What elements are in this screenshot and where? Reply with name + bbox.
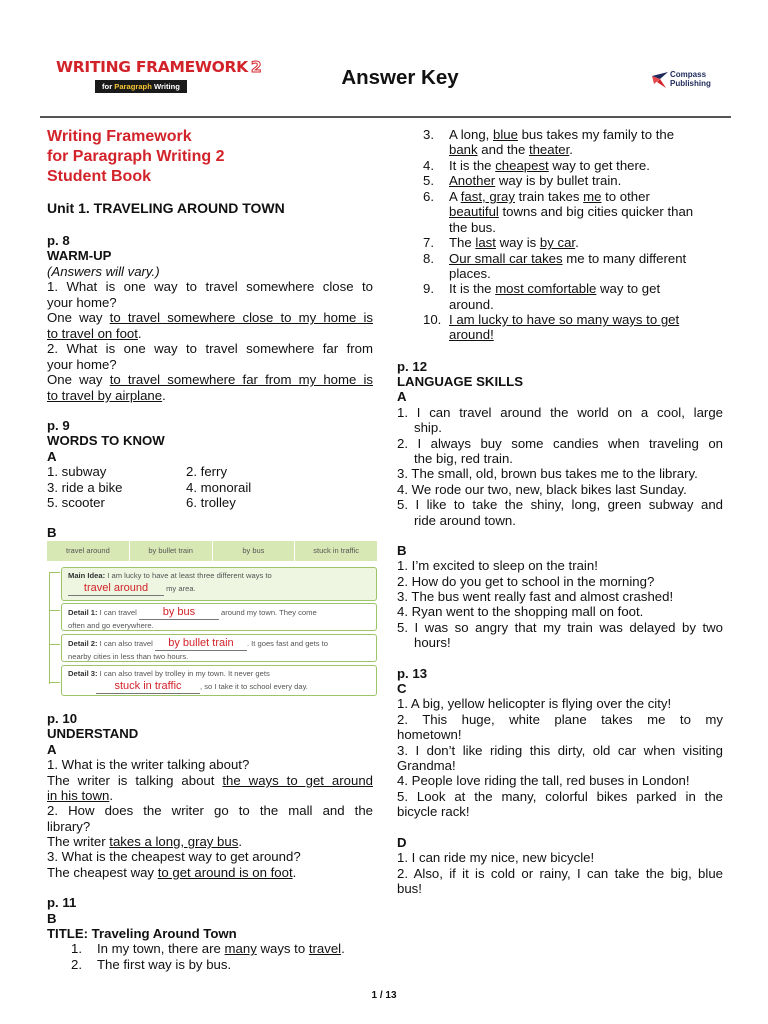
s5-underline: Another xyxy=(449,173,496,188)
word-bank-item: stuck in traffic xyxy=(313,546,359,555)
detail-3-label: Detail 3: xyxy=(68,669,98,678)
p13-d-item-1: 1. I can ride my nice, new bicycle! xyxy=(397,850,595,865)
s4-part-a: It is the xyxy=(449,158,496,173)
logo-sub-pre: for xyxy=(102,82,115,91)
s6-underline-3: beautiful xyxy=(449,204,499,219)
p8-answer-2-underline-2: to travel by airplane xyxy=(47,388,163,403)
logo-subtitle xyxy=(95,80,187,93)
word-bank-item: travel around xyxy=(47,541,130,561)
p10-answer-1a xyxy=(47,773,373,788)
main-idea-label: Main Idea: xyxy=(68,571,106,580)
p13-c-item-2b: hometown! xyxy=(397,727,462,742)
detail-1-label: Detail 1: xyxy=(68,608,98,617)
p9-part-b: B xyxy=(47,525,57,540)
detail-2-label: Detail 2: xyxy=(68,639,98,648)
page-number: 1 / 13 xyxy=(371,990,397,1001)
p8-question-2a: 2. What is one way to travel somewhere far from xyxy=(47,341,373,356)
logo-sub-post: Writing xyxy=(151,82,180,91)
p12-a-item-2b: the big, red train. xyxy=(414,451,513,466)
organizer-bracket xyxy=(49,572,59,684)
s7-underline-1: last xyxy=(475,235,496,250)
p8-answer-1b xyxy=(47,326,373,341)
s9-underline: most comfortable xyxy=(495,281,597,296)
word-bank-item: by bus xyxy=(213,541,296,561)
brand-logo xyxy=(56,60,261,75)
p10-answer-2-pre: The writer xyxy=(47,834,110,849)
p12-b-item-5: 5. I was so angry that my train was delayed by two xyxy=(397,620,723,635)
p12-b-item-2: 2. How do you get to school in the morning? xyxy=(397,574,655,589)
publisher-name-1: Compass xyxy=(670,70,707,79)
sentence-number: 10. xyxy=(423,312,442,327)
p12-part-b: B xyxy=(397,543,407,558)
s1-underline-2: travel xyxy=(308,941,342,956)
detail-1-pre: I can travel xyxy=(97,608,139,617)
logo-sub-mid: Paragraph xyxy=(114,82,152,91)
sentence-number: 7. xyxy=(423,235,434,250)
book-title-line-1: Writing Framework xyxy=(47,128,192,145)
p10-section-heading: UNDERSTAND xyxy=(47,726,139,741)
detail-3-text: I can also travel by trolley in my town. It never gets xyxy=(97,669,270,678)
p8-answer-2a xyxy=(47,372,373,387)
s3-part-d: . xyxy=(569,142,573,157)
p8-answer-1a xyxy=(47,310,373,325)
graphic-organizer xyxy=(47,541,377,696)
p12-a-item-5: 5. I like to take the shiny, long, green subway and xyxy=(397,497,723,512)
p10-answer-3-pre: The cheapest way xyxy=(47,865,158,880)
word-bank xyxy=(47,541,377,561)
p10-answer-1-pre: The writer is talking about xyxy=(47,773,223,788)
p8-question-2b: your home? xyxy=(47,357,117,372)
main-idea-answer: travel around xyxy=(83,582,149,594)
word-item: 6. trolley xyxy=(186,495,236,510)
p13-c-item-2: 2. This huge, white plane takes me to my xyxy=(397,712,723,727)
p8-page-label: p. 8 xyxy=(47,233,70,248)
p10-answer-2 xyxy=(47,834,373,849)
p8-answer-1-pre: One way xyxy=(47,310,110,325)
main-idea-box xyxy=(61,567,377,601)
main-idea-end: my area. xyxy=(164,584,196,593)
p10-question-1: 1. What is the writer talking about? xyxy=(47,757,250,772)
p12-a-item-3: 3. The small, old, brown bus takes me to the library. xyxy=(397,466,698,481)
p9-part-a: A xyxy=(47,449,57,464)
p13-c-item-5: 5. Look at the many, colorful bikes parked in the xyxy=(397,789,723,804)
detail-2-box xyxy=(61,634,377,662)
p10-answer-2-underline: takes a long, gray bus xyxy=(109,834,239,849)
detail-2-pre: I can also travel xyxy=(97,639,155,648)
p12-page-label: p. 12 xyxy=(397,359,428,374)
p11-part-b: B xyxy=(47,911,57,926)
p10-answer-3-post: . xyxy=(292,865,297,880)
book-title-line-3: Student Book xyxy=(47,168,151,185)
p13-c-item-1: 1. A big, yellow helicopter is flying over the city! xyxy=(397,696,672,711)
p12-a-item-1b: ship. xyxy=(414,420,442,435)
s6-underline-2: me xyxy=(583,189,602,204)
detail-3-post: , so I take it to school every day. xyxy=(200,682,308,691)
header-divider xyxy=(40,116,731,118)
sentence-number: 9. xyxy=(423,281,434,296)
p12-part-a: A xyxy=(397,389,407,404)
s9-part-a: It is the xyxy=(449,281,496,296)
s1-part-b: ways to xyxy=(256,941,309,956)
sentence-number: 1. xyxy=(71,941,82,956)
p13-page-label: p. 13 xyxy=(397,666,428,681)
p10-answer-3-underline: to get around is on foot xyxy=(157,865,293,880)
detail-1-answer: by bus xyxy=(162,606,196,618)
detail-1-post: around my town. They come xyxy=(218,608,317,617)
p12-a-item-2: 2. I always buy some candies when traveling on xyxy=(397,436,723,451)
s6-part-c: to other xyxy=(601,189,650,204)
p8-answer-2-pre: One way xyxy=(47,372,110,387)
p10-part-a: A xyxy=(47,742,57,757)
s10-underline-1: I am lucky to have so many ways to get xyxy=(449,312,680,327)
s7-part-a: The xyxy=(449,235,476,250)
p10-answer-1b xyxy=(47,788,373,803)
s1-underline-1: many xyxy=(224,941,257,956)
p10-question-3: 3. What is the cheapest way to get around? xyxy=(47,849,301,864)
detail-2-answer: by bullet train xyxy=(168,637,234,649)
s8-part-b: me to many different xyxy=(562,251,687,266)
s10-underline-2: around! xyxy=(449,327,494,342)
p10-question-2a: 2. How does the writer go to the mall and the xyxy=(47,803,373,818)
p10-answer-1-underline-2: in his town xyxy=(47,788,110,803)
p9-page-label: p. 9 xyxy=(47,418,70,433)
s8-part-c: places. xyxy=(449,266,491,281)
detail-1-box xyxy=(61,603,377,631)
p13-d-item-2: 2. Also, if it is cold or rainy, I can take the big, blue xyxy=(397,866,723,881)
p10-answer-1-post: . xyxy=(109,788,113,803)
s2-text: The first way is by bus. xyxy=(97,957,232,972)
p13-part-d: D xyxy=(397,835,407,850)
s6-part-d: towns and big cities quicker than xyxy=(498,204,694,219)
sentence-number: 2. xyxy=(71,957,82,972)
p9-section-heading: WORDS TO KNOW xyxy=(47,433,165,448)
p10-answer-2-post: . xyxy=(238,834,242,849)
p8-answer-1-underline-2: to travel on foot xyxy=(47,326,138,341)
s3-part-a: A long, xyxy=(449,127,493,142)
p8-answer-2-post: . xyxy=(162,388,166,403)
sentence-number: 4. xyxy=(423,158,434,173)
page-header xyxy=(0,0,768,120)
sentence-number: 3. xyxy=(423,127,434,142)
p13-part-c: C xyxy=(397,681,407,696)
p8-question-1b: your home? xyxy=(47,295,117,310)
s6-part-a: A xyxy=(449,189,461,204)
document-title: Answer Key xyxy=(341,66,459,89)
word-item: 2. ferry xyxy=(186,464,228,479)
s7-underline-2: by car xyxy=(539,235,576,250)
p8-answer-1-underline: to travel somewhere close to my home is xyxy=(109,310,373,325)
publisher-name-2: Publishing xyxy=(670,79,711,88)
p8-answer-2-underline: to travel somewhere far from my home is xyxy=(109,372,373,387)
sentence-number: 5. xyxy=(423,173,434,188)
s5-part-b: way is by bullet train. xyxy=(495,173,622,188)
word-bank-item: by bullet train xyxy=(130,541,213,561)
s4-part-b: way to get there. xyxy=(548,158,650,173)
detail-2-post: . It goes fast and gets to xyxy=(246,639,329,648)
s8-underline: Our small car takes xyxy=(449,251,563,266)
p12-b-item-1: 1. I’m excited to sleep on the train! xyxy=(397,558,598,573)
p13-c-item-3: 3. I don’t like riding this dirty, old car when visiting xyxy=(397,743,723,758)
p12-b-item-3: 3. The bus went really fast and almost crashed! xyxy=(397,589,674,604)
p8-section-heading: WARM-UP xyxy=(47,248,112,263)
s3-underline-2: bank xyxy=(449,142,478,157)
detail-3-box xyxy=(61,665,377,696)
s3-underline-1: blue xyxy=(493,127,518,142)
unit-heading: Unit 1. TRAVELING AROUND TOWN xyxy=(47,200,285,216)
s6-part-e: the bus. xyxy=(449,220,496,235)
p10-page-label: p. 10 xyxy=(47,711,78,726)
s3-part-c: and the xyxy=(477,142,529,157)
s6-part-b: train takes xyxy=(514,189,584,204)
logo-text: WRITING FRAMEWORK xyxy=(56,58,248,76)
p13-c-item-5b: bicycle rack! xyxy=(397,804,470,819)
word-item: 4. monorail xyxy=(186,480,252,495)
s7-part-b: way is xyxy=(495,235,540,250)
s7-part-c: . xyxy=(575,235,579,250)
p12-a-item-5b: ride around town. xyxy=(414,513,516,528)
sentence-number: 8. xyxy=(423,251,434,266)
s3-underline-3: theater xyxy=(528,142,570,157)
p11-title: TITLE: Traveling Around Town xyxy=(47,926,237,941)
word-item: 5. scooter xyxy=(47,495,105,510)
s9-part-c: around. xyxy=(449,297,494,312)
s1-part-c: . xyxy=(341,941,345,956)
publisher-logo xyxy=(650,68,730,90)
s9-part-b: way to get xyxy=(596,281,661,296)
p12-section-heading: LANGUAGE SKILLS xyxy=(397,374,524,389)
logo-number: 2 xyxy=(250,58,262,76)
s6-underline-1: fast, gray xyxy=(460,189,515,204)
s4-underline: cheapest xyxy=(495,158,549,173)
s3-part-b: bus takes my family to the xyxy=(517,127,675,142)
p12-b-item-5b: hours! xyxy=(414,635,451,650)
detail-2-line-2: nearby cities in less than two hours. xyxy=(68,652,189,661)
p10-question-2b: library? xyxy=(47,819,91,834)
p12-a-item-1: 1. I can travel around the world on a cool, large xyxy=(397,405,723,420)
p8-answer-1-post: . xyxy=(137,326,142,341)
p10-answer-1-underline: the ways to get around xyxy=(222,773,373,788)
s1-part-a: In my town, there are xyxy=(97,941,225,956)
p11-page-label: p. 11 xyxy=(47,895,77,910)
p8-question-1a: 1. What is one way to travel somewhere close to xyxy=(47,279,373,294)
book-title-line-2: for Paragraph Writing 2 xyxy=(47,148,225,165)
word-item: 3. ride a bike xyxy=(47,480,123,495)
sentence-number: 6. xyxy=(423,189,434,204)
p13-d-item-2b: bus! xyxy=(397,881,422,896)
p8-note: (Answers will vary.) xyxy=(47,264,160,279)
detail-3-answer: stuck in traffic xyxy=(114,680,182,692)
p12-b-item-4: 4. Ryan went to the shopping mall on foot. xyxy=(397,604,644,619)
word-item: 1. subway xyxy=(47,464,107,479)
p12-a-item-4: 4. We rode our two, new, black bikes last Sunday. xyxy=(397,482,687,497)
p10-answer-3 xyxy=(47,865,373,880)
main-idea-text: I am lucky to have at least three different ways to xyxy=(105,571,272,580)
p13-c-item-3b: Grandma! xyxy=(397,758,456,773)
p13-c-item-4: 4. People love riding the tall, red buses in London! xyxy=(397,773,690,788)
p8-answer-2b xyxy=(47,388,373,403)
detail-1-line-2: often and go everywhere. xyxy=(68,621,154,630)
compass-star-icon xyxy=(650,68,670,90)
